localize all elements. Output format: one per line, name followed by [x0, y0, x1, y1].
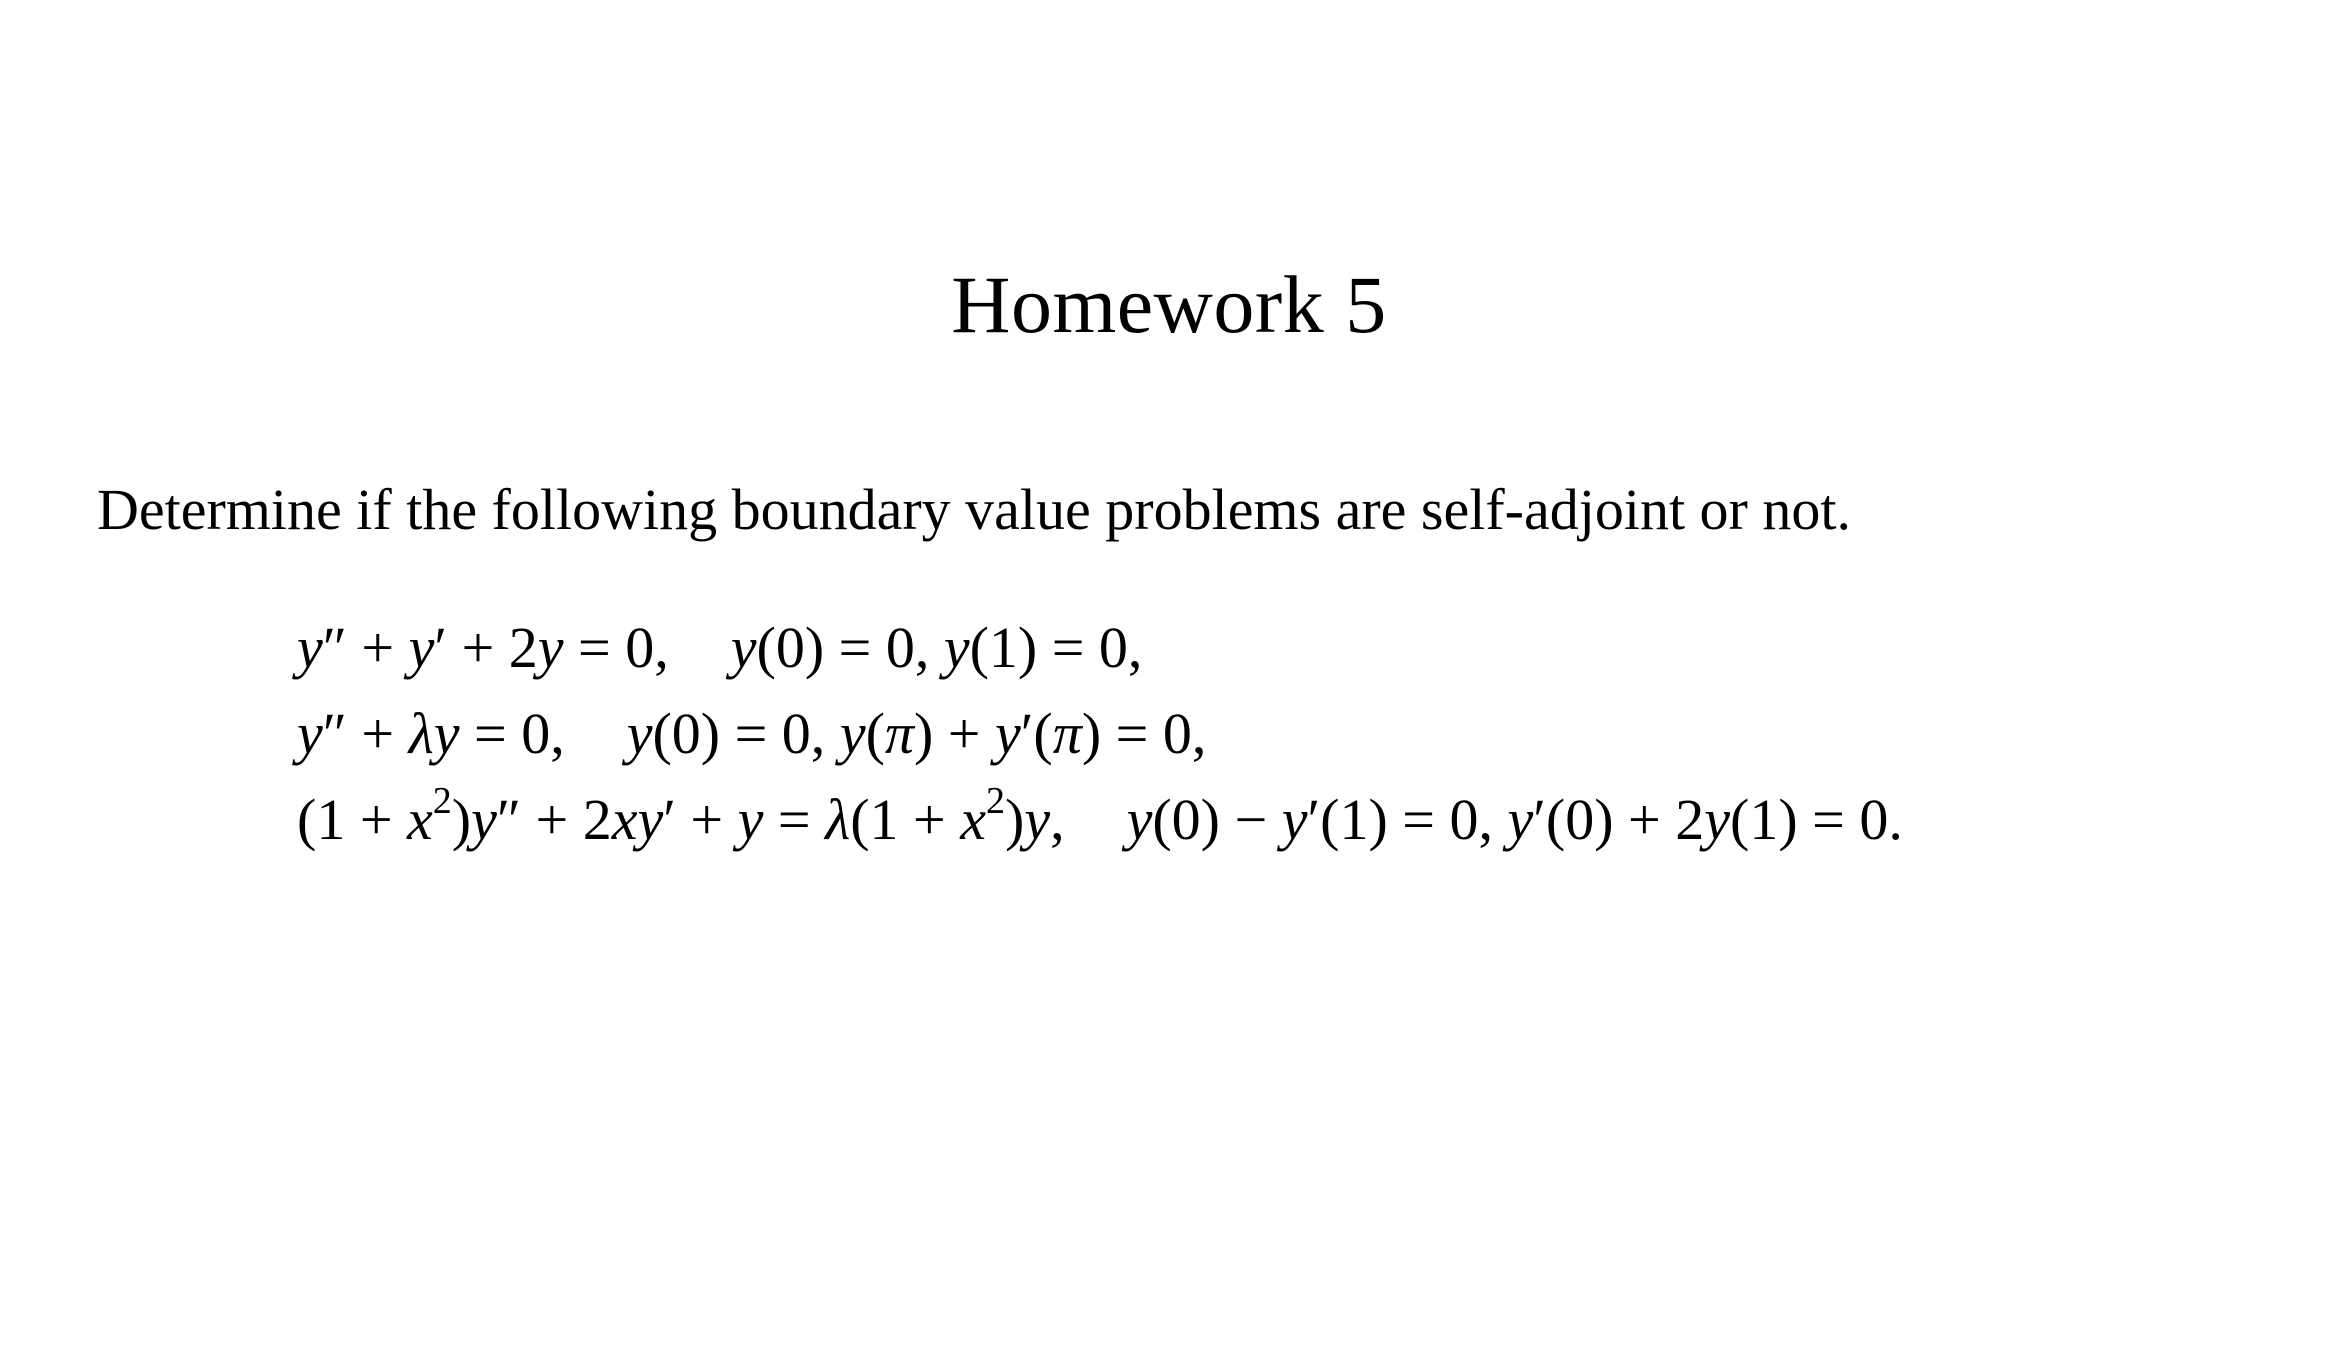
boundary-conditions: y(0) = 0, y(1) = 0, — [730, 615, 1143, 680]
problem-statement: Determine if the following boundary value problems are self-adjoint or not. — [97, 477, 1851, 542]
boundary-conditions: y(0) − y′(1) = 0, y′(0) + 2y(1) = 0. — [1126, 787, 1903, 852]
page-title: Homework 5 — [951, 259, 1387, 350]
equation-list — [297, 605, 1903, 863]
differential-equation: y″ + y′ + 2y = 0, — [297, 615, 669, 680]
boundary-conditions: y(0) = 0, y(π) + y′(π) = 0, — [626, 701, 1207, 766]
equation-row-3 — [297, 777, 1903, 863]
differential-equation: y″ + λy = 0, — [297, 701, 565, 766]
equation-row-1 — [297, 605, 1903, 691]
differential-equation: $(1 + x^2)y'' + 2xy' + y = \lambda(1 + x^2)y$, — [297, 780, 1065, 852]
equation-row-2 — [297, 691, 1903, 777]
